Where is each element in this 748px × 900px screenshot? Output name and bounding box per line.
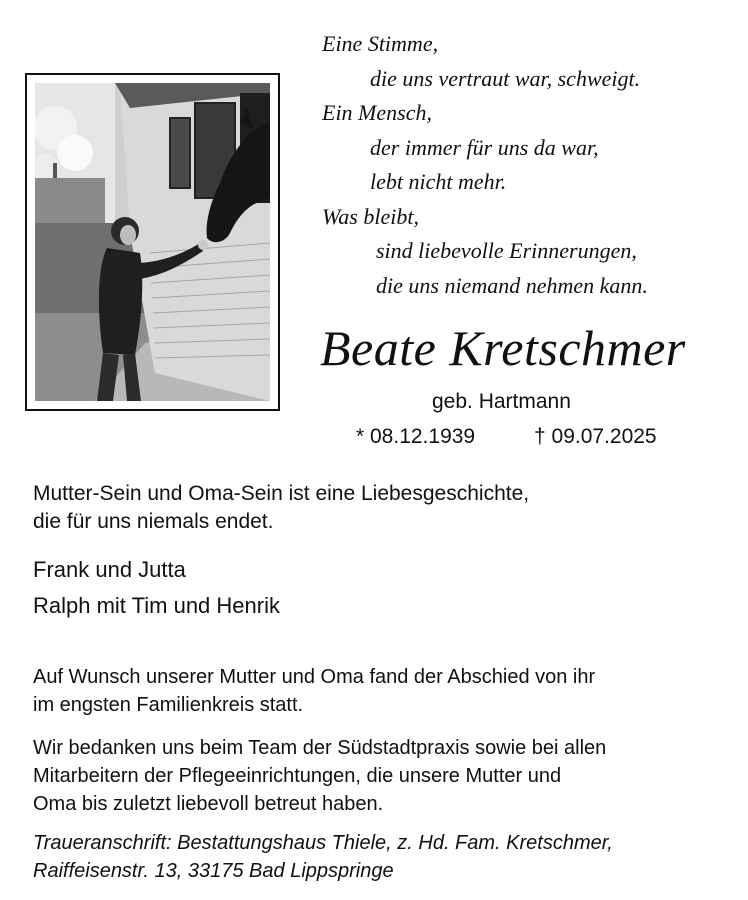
- quote-line: Mutter-Sein und Oma-Sein ist eine Liebesgeschichte,: [33, 482, 530, 505]
- farewell-line: im engsten Familienkreis statt.: [33, 694, 304, 716]
- mourners-list: [33, 552, 280, 624]
- life-dates: [356, 424, 657, 450]
- poem-line: die uns vertraut war, schweigt.: [370, 65, 641, 91]
- farewell-line: Auf Wunsch unserer Mutter und Oma fand der Abschied von ihr: [33, 666, 596, 688]
- address-line: Raiffeisenstr. 13, 33175 Bad Lippspringe: [33, 860, 394, 882]
- birth-date: * 08.12.1939: [356, 425, 476, 448]
- thanks-notice: [33, 734, 606, 818]
- poem-line: lebt nicht mehr.: [370, 169, 507, 194]
- farewell-notice: [33, 663, 595, 719]
- maiden-name: geb. Hartmann: [432, 390, 571, 413]
- quote-line: die für uns niemals endet.: [33, 510, 274, 533]
- poem-line: Eine Stimme,: [322, 31, 439, 56]
- mourner-line: Ralph mit Tim und Henrik: [33, 593, 280, 618]
- poem-line: Was bleibt,: [322, 203, 419, 229]
- poem-line: der immer für uns da war,: [370, 134, 599, 160]
- thanks-line: Wir bedanken uns beim Team der Südstadtpraxis sowie bei allen: [33, 737, 607, 759]
- poem-line: sind liebevolle Erinnerungen,: [376, 238, 637, 263]
- deceased-name: Beate Kretschmer: [320, 320, 686, 376]
- poem-line: die uns niemand nehmen kann.: [376, 272, 648, 298]
- memorial-photo: [25, 73, 280, 411]
- death-date: † 09.07.2025: [534, 425, 657, 448]
- thanks-line: Oma bis zuletzt liebevoll betreut haben.: [33, 793, 384, 815]
- photo-woman-with-horse: [35, 83, 270, 401]
- mourning-address: [33, 829, 613, 885]
- thanks-line: Mitarbeitern der Pflegeeinrichtungen, die unsere Mutter und: [33, 765, 562, 787]
- memorial-poem: [322, 27, 732, 303]
- address-line: Traueranschrift: Bestattungshaus Thiele, z. Hd. Fam. Kretschmer,: [33, 832, 613, 854]
- family-quote: [33, 480, 529, 536]
- mourner-line: Frank und Jutta: [33, 557, 186, 582]
- poem-line: Ein Mensch,: [322, 100, 432, 125]
